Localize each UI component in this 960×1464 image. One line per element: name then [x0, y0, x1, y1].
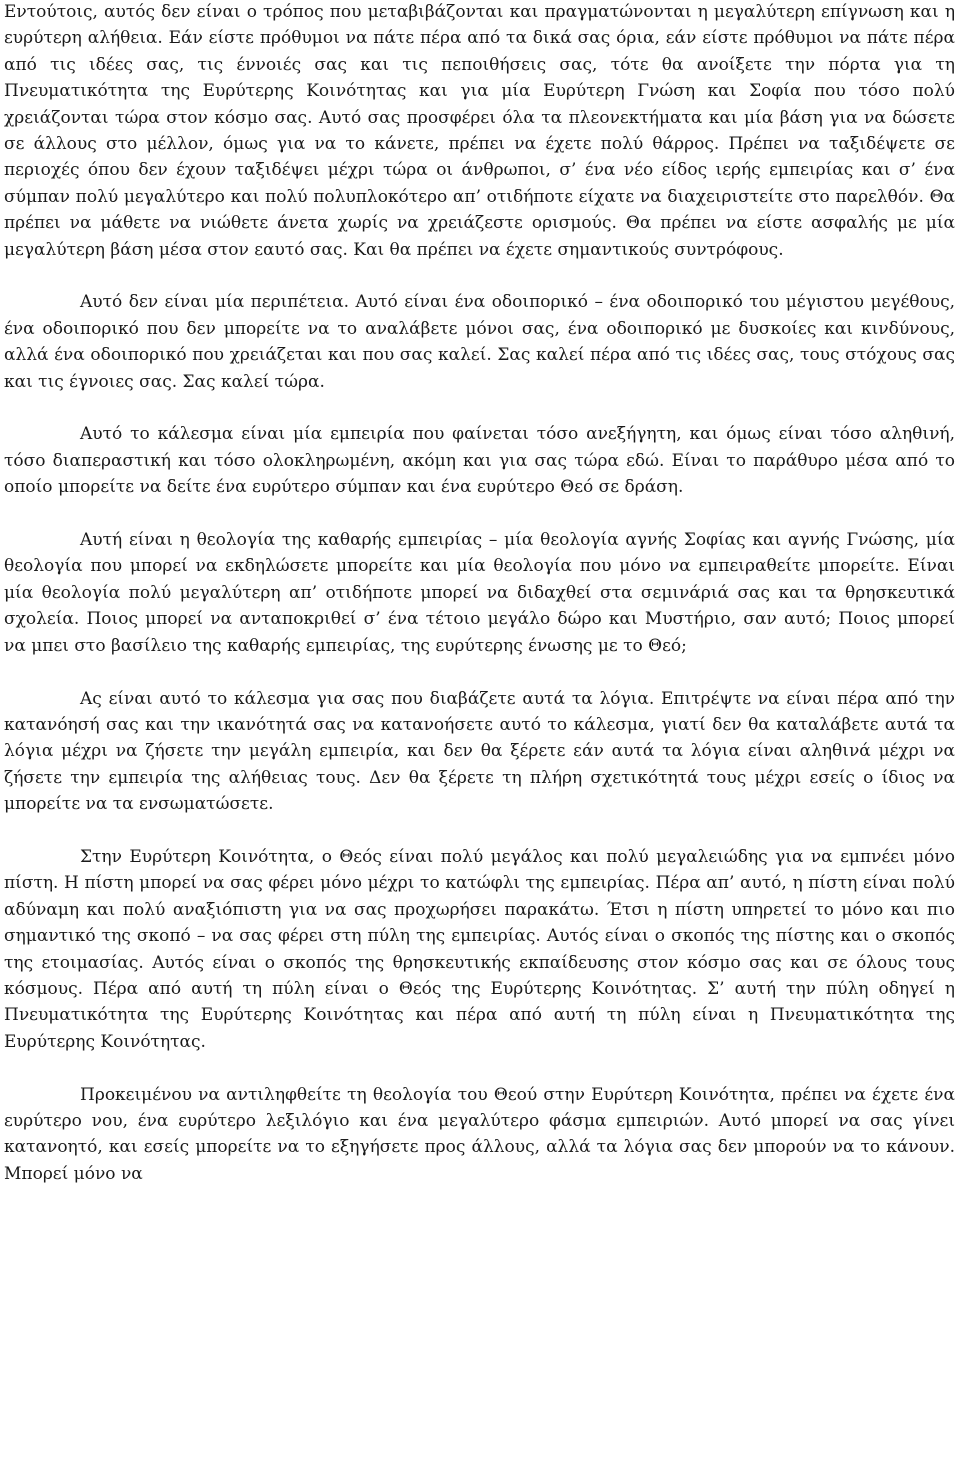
paragraph-gap	[4, 1055, 955, 1081]
paragraph-1: Εντούτοις, αυτός δεν είναι ο τρόπος που μεταβιβάζονται και πραγματώνονται η μεγαλύτερη επίγνωση και η ευρύτερη αλήθεια. Εάν είστε πρόθυμοι να πάτε πέρα από τα δικά σας όρια, εάν είστε πρόθυμοι να πάτε πέρα από τις ιδέες σας, τις έννοιές σας και τις πεποιθήσεις σας, τότε θα ανοίξετε την πόρτα για τη Πνευματικότητα της Ευρύτερης Κοινότητας και για μία Ευρύτερη Γνώση και Σοφία που τόσο πολύ χρειάζονται τώρα στον κόσμο σας. Αυτό σας προσφέρει όλα τα πλεονεκτήματα και μία βάση για να δώσετε σε άλλους στο μέλλον, όμως για να το κάνετε, πρέπει να έχετε πολύ θάρρος. Πρέπει να ταξιδέψετε σε περιοχές όπου δεν έχουν ταξιδέψει μέχρι τώρα οι άνθρωποι, σ’ ένα νέο είδος ιερής εμπειρίας και σ’ ένα σύμπαν πολύ μεγαλύτερο και πολύ πολυπλοκότερο απ’ οτιδήποτε είχατε να διαχειριστείτε στο παρελθόν. Θα πρέπει να μάθετε να νιώθετε άνετα χωρίς να χρειάζεστε ορισμούς. Θα πρέπει να είστε ασφαλής με μία μεγαλύτερη βάση μέσα στον εαυτό σας. Και θα πρέπει να έχετε σημαντικούς συντρόφους.	[4, 2, 955, 260]
paragraph-gap	[4, 818, 955, 844]
paragraph-4: Αυτή είναι η θεολογία της καθαρής εμπειρίας – μία θεολογία αγνής Σοφίας και αγνής Γνώσης, μία θεολογία που μπορεί να εκδηλώσετε μπορείτε και μία θεολογία που μόνο να εμπειραθείτε μπορείτε. Είναι μία θεολογία πολύ μεγαλύτερη απ’ οτιδήποτε μπορεί να διδαχθεί στα σεμινάριά σας και τα θρησκευτικά σχολεία. Ποιος μπορεί να ανταποκριθεί σ’ ένα τέτοιο μεγάλο δώρο και Μυστήριο, σαν αυτό; Ποιος μπορεί να μπει στο βασίλειο της καθαρής εμπειρίας, της ευρύτερης ένωσης με το Θεό;	[4, 530, 955, 656]
paragraph-3: Αυτό το κάλεσμα είναι μία εμπειρία που φαίνεται τόσο ανεξήγητη, και όμως είναι τόσο αληθινή, τόσο διαπεραστική και τόσο ολοκληρωμένη, ακόμη και για σας τώρα εδώ. Είναι το παράθυρο μέσα από το οποίο μπορείτε να δείτε ένα ευρύτερο σύμπαν και ένα ευρύτερο Θεό σε δράση.	[4, 424, 955, 498]
document-page	[4, 0, 955, 1187]
paragraph-6: Στην Ευρύτερη Κοινότητα, ο Θεός είναι πολύ μεγάλος και πολύ μεγαλειώδης για να εμπνέει μόνο πίστη. Η πίστη μπορεί να σας φέρει μόνο μέχρι το κατώφλι της εμπειρίας. Πέρα απ’ αυτό, η πίστη είναι πολύ αδύναμη και πολύ αναξιόπιστη για να σας προχωρήσει παρακάτω. Έτσι η πίστη υπηρετεί το μόνο και πιο σημαντικό της σκοπό – να σας φέρει στη πύλη της εμπειρίας. Αυτός είναι ο σκοπός της πίστης και ο σκοπός της ετοιμασίας. Αυτός είναι ο σκοπός της θρησκευτικής εκπαίδευσης στον κόσμο σας και σε όλους τους κόσμους. Πέρα από αυτή τη πύλη είναι ο Θεός της Ευρύτερης Κοινότητας. Σ’ αυτή την πύλη οδηγεί η Πνευματικότητα της Ευρύτερης Κοινότητας και πέρα από αυτή τη πύλη είναι η Πνευματικότητα της Ευρύτερης Κοινότητας.	[4, 846, 955, 1052]
paragraph-2: Αυτό δεν είναι μία περιπέτεια. Αυτό είναι ένα οδοιπορικό – ένα οδοιπορικό του μέγιστου μεγέθους, ένα οδοιπορικό που δεν μπορείτε να το αναλάβετε μόνοι σας, ένα οδοιπορικό με δυσκοίες και κινδύνους, αλλά ένα οδοιπορικό που χρειάζεται και που σας καλεί. Σας καλεί πέρα από τις ιδέες σας, τους στόχους σας και τις έγνοιες σας. Σας καλεί τώρα.	[4, 292, 955, 392]
paragraph-gap	[4, 659, 955, 685]
paragraph-gap	[4, 263, 955, 289]
paragraph-5: Ας είναι αυτό το κάλεσμα για σας που διαβάζετε αυτά τα λόγια. Επιτρέψτε να είναι πέρα από την κατανόησή σας και την ικανότητά σας να κατανοήσετε αυτό το κάλεσμα, γιατί δεν θα καταλάβετε αυτά τα λόγια μέχρι να ζήσετε την μεγάλη εμπειρία, και δεν θα ξέρετε εάν αυτά τα λόγια είναι αληθινά μέχρι να ζήσετε την εμπειρία της αλήθειας τους. Δεν θα ξέρετε τη πλήρη σχετικότητά τους μέχρι εσείς ο ίδιος να μπορείτε να τα ενσωματώσετε.	[4, 688, 955, 815]
paragraph-gap	[4, 501, 955, 527]
paragraph-gap	[4, 395, 955, 421]
paragraph-7: Προκειμένου να αντιληφθείτε τη θεολογία του Θεού στην Ευρύτερη Κοινότητα, πρέπει να έχετε ένα ευρύτερο νου, ένα ευρύτερο λεξιλόγιο και ένα μεγαλύτερο φάσμα εμπειριών. Αυτό μπορεί να σας γίνει κατανοητό, και εσείς μπορείτε να το εξηγήσετε προς άλλους, αλλά τα λόγια σας δεν μπορούν να το κάνουν. Μπορεί μόνο να	[4, 1084, 955, 1184]
